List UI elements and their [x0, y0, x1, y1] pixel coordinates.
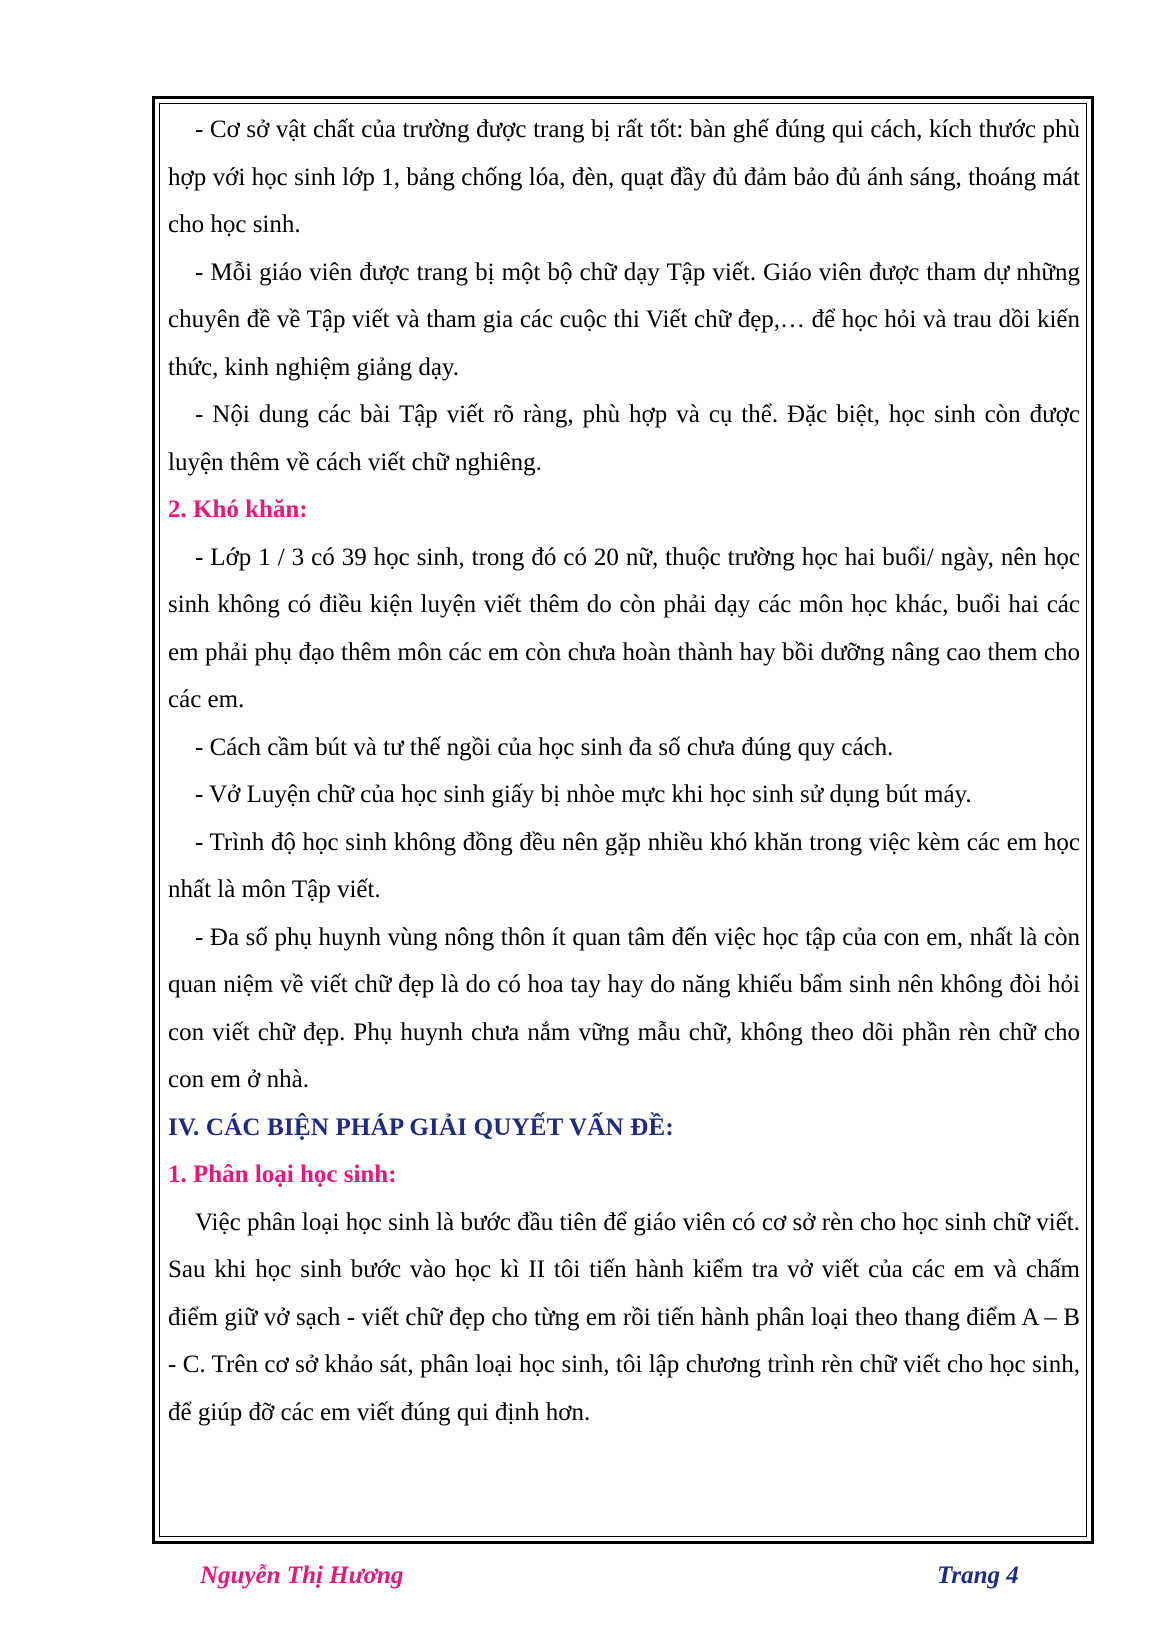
paragraph-lesson-content: - Nội dung các bài Tập viết rõ ràng, phù hợp và cụ thể. Đặc biệt, học sinh còn được luyện thêm về cách viết chữ nghiêng. — [168, 401, 1080, 476]
document-body — [168, 106, 1080, 1436]
paragraph-class-size: - Lớp 1 / 3 có 39 học sinh, trong đó có 20 nữ, thuộc trường học hai buổi/ ngày, nên học sinh không có điều kiện luyện viết thêm do còn phải dạy các môn học khác, buổi hai các em phải phụ đạo thêm môn các em còn chưa hoàn thành hay bồi dưỡng nâng cao them cho các em. — [168, 543, 1080, 713]
paragraph-pen-posture: - Cách cầm bút và tư thế ngồi của học sinh đa số chưa đúng quy cách. — [195, 733, 894, 761]
paragraph-classification: Việc phân loại học sinh là bước đầu tiên để giáo viên có cơ sở rèn cho học sinh chữ viết. Sau khi học sinh bước vào học kì II tôi tiến hành kiểm tra vở viết của các em và chấm điểm giữ vở sạch - viết chữ đẹp cho từng em rồi tiến hành phân loại theo thang điểm A – B - C. Trên cơ sở khảo sát, phân loại học sinh, tôi lập chương trình rèn chữ viết cho học sinh, để giúp đỡ các em viết đúng qui định hơn. — [168, 1208, 1080, 1426]
paragraph-parents: - Đa số phụ huynh vùng nông thôn ít quan tâm đến việc học tập của con em, nhất là còn quan niệm về viết chữ đẹp là do có hoa tay hay do năng khiếu bẩm sinh nên không đòi hỏi con viết chữ đẹp. Phụ huynh chưa nắm vững mẫu chữ, không theo dõi phần rèn chữ cho con em ở nhà. — [168, 923, 1080, 1093]
paragraph-teacher-equipment: - Mỗi giáo viên được trang bị một bộ chữ dạy Tập viết. Giáo viên được tham dự những chuyên đề về Tập viết và tham gia các cuộc thi Viết chữ đẹp,… để học hỏi và trau dồi kiến thức, kinh nghiệm giảng dạy. — [168, 258, 1080, 381]
heading-difficulties: 2. Khó khăn: — [168, 496, 308, 523]
heading-section-iv: IV. CÁC BIỆN PHÁP GIẢI QUYẾT VẤN ĐỀ: — [168, 1113, 674, 1141]
footer-author: Nguyễn Thị Hương — [200, 1562, 404, 1589]
paragraph-student-levels: - Trình độ học sinh không đồng đều nên gặp nhiều khó khăn trong việc kèm các em học nhất là môn Tập viết. — [168, 828, 1080, 903]
paragraph-facilities: - Cơ sở vật chất của trường được trang bị rất tốt: bàn ghế đúng qui cách, kích thước phù hợp với học sinh lớp 1, bảng chống lóa, đèn, quạt đầy đủ đảm bảo đủ ánh sáng, thoáng mát cho học sinh. — [168, 116, 1080, 238]
heading-classify-students: 1. Phân loại học sinh: — [168, 1161, 397, 1188]
paragraph-notebook-ink: - Vở Luyện chữ của học sinh giấy bị nhòe mực khi học sinh sử dụng bút máy. — [195, 781, 972, 808]
footer-page-number: Trang 4 — [937, 1562, 1019, 1589]
